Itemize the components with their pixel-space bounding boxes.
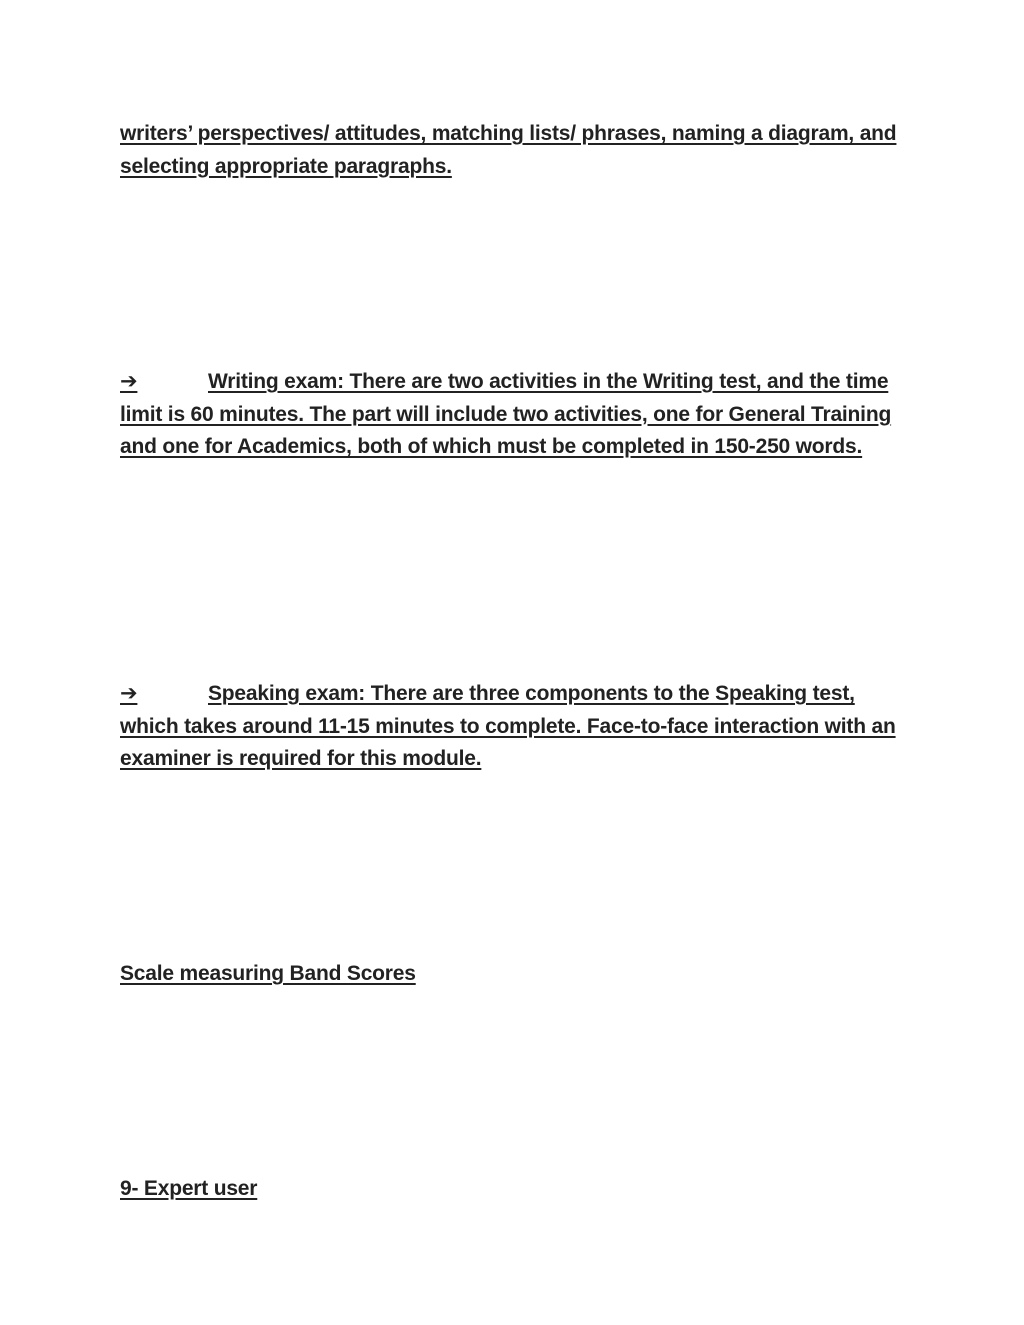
paragraph-text: Speaking exam: There are three components to the Speaking test, which takes around 11-15 minutes to complete. Face-to-face interaction with an examiner is required for this module. bbox=[120, 682, 896, 770]
band-9-item bbox=[120, 1173, 910, 1206]
band-item-text: 9- Expert user bbox=[120, 1177, 258, 1200]
arrow-bullet-icon: ➔ bbox=[120, 682, 138, 705]
arrow-bullet-icon: ➔ bbox=[120, 370, 138, 393]
heading-text: Scale measuring Band Scores bbox=[120, 962, 416, 985]
band-scores-heading bbox=[120, 958, 910, 991]
speaking-exam-bullet bbox=[120, 678, 910, 776]
writing-exam-bullet bbox=[120, 366, 910, 464]
reading-task-types-paragraph bbox=[120, 118, 910, 183]
paragraph-text: writers’ perspectives/ attitudes, matching lists/ phrases, naming a diagram, and selecting appropriate paragraphs. bbox=[120, 122, 897, 178]
paragraph-text: Writing exam: There are two activities in the Writing test, and the time limit is 60 minutes. The part will include two activities, one for General Training and one for Academics, both of which must be completed in 150-250 words. bbox=[120, 370, 892, 458]
